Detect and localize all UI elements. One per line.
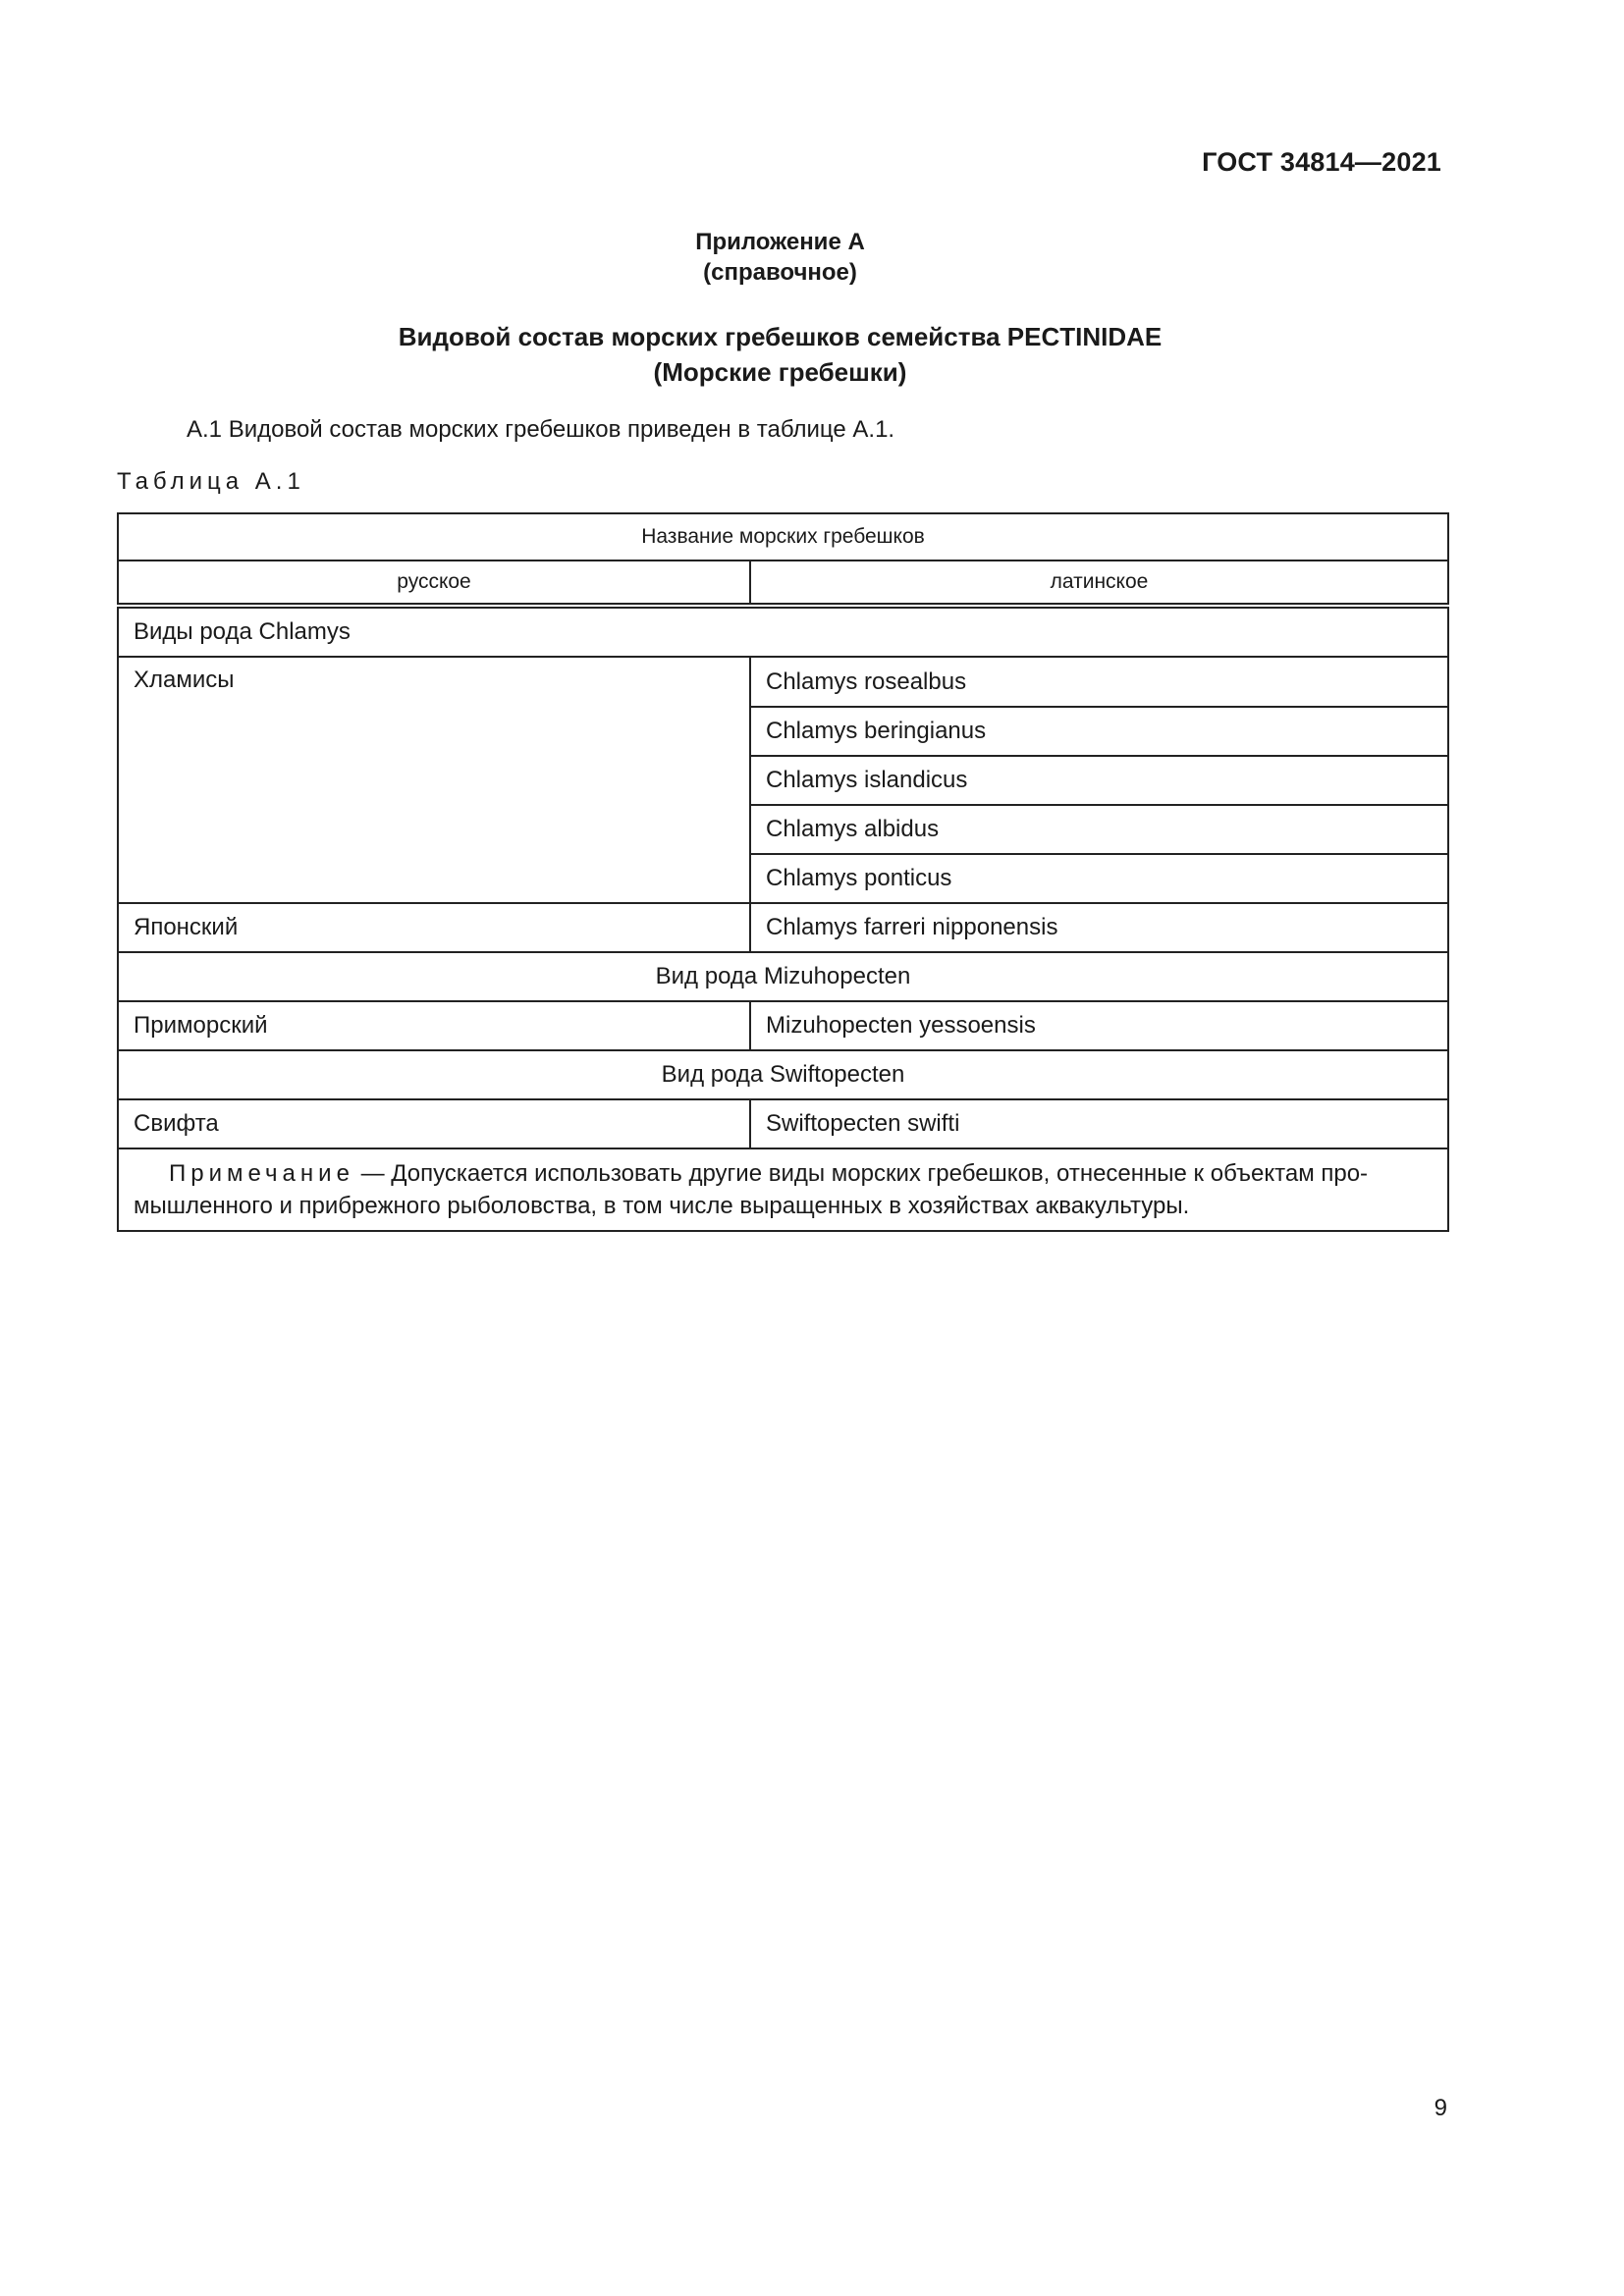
species-table — [117, 512, 1449, 1232]
cell-latin: Chlamys rosealbus — [750, 657, 1448, 707]
table-row — [118, 1001, 1448, 1050]
note-line-1 — [134, 1157, 1433, 1190]
table-header-row — [118, 513, 1448, 561]
cell-japanese-ru: Японский — [118, 903, 750, 952]
table-caption: Таблица А.1 — [117, 468, 305, 495]
column-russian: русское — [118, 561, 750, 606]
note-text-2: мышленного и прибрежного рыболовства, в том числе выращенных в хозяйствах аквакультуры. — [134, 1193, 1190, 1219]
note-text-1: — Допускается использовать другие виды морских гребешков, отнесенные к объектам про- — [353, 1160, 1369, 1187]
cell-latin: Chlamys ponticus — [750, 854, 1448, 903]
cell-japanese-lat: Chlamys farreri nipponensis — [750, 903, 1448, 952]
table-note-row — [118, 1148, 1448, 1231]
table-row — [118, 952, 1448, 1001]
page-number: 9 — [1434, 2095, 1447, 2121]
group-swiftopecten: Вид рода Swiftopecten — [118, 1050, 1448, 1099]
annex-title: Приложение А — [695, 229, 865, 255]
table-row — [118, 657, 1448, 707]
table-row — [118, 606, 1448, 657]
note-label: Примечание — [169, 1160, 354, 1187]
cell-swift-lat: Swiftopecten swifti — [750, 1099, 1448, 1148]
cell-latin: Chlamys beringianus — [750, 707, 1448, 756]
title-line-2: (Морские гребешки) — [653, 357, 907, 387]
title-line-1: Видовой состав морских гребешков семейства PECTINIDAE — [398, 322, 1163, 351]
document-title — [0, 319, 1560, 390]
standard-number: ГОСТ 34814—2021 — [1202, 147, 1441, 177]
table-subheader-row — [118, 561, 1448, 606]
annex-heading — [0, 227, 1560, 288]
cell-primorsky-lat: Mizuhopecten yessoensis — [750, 1001, 1448, 1050]
table-header: Название морских гребешков — [118, 513, 1448, 561]
intro-paragraph: А.1 Видовой состав морских гребешков приведен в таблице А.1. — [187, 416, 895, 443]
column-latin: латинское — [750, 561, 1448, 606]
group-mizuhopecten: Вид рода Mizuhopecten — [118, 952, 1448, 1001]
cell-primorsky-ru: Приморский — [118, 1001, 750, 1050]
cell-latin: Chlamys islandicus — [750, 756, 1448, 805]
annex-type: (справочное) — [703, 259, 857, 286]
group-chlamys: Виды рода Chlamys — [118, 606, 1448, 657]
table-row — [118, 1099, 1448, 1148]
cell-swift-ru: Свифта — [118, 1099, 750, 1148]
cell-chlamys-ru: Хламисы — [118, 657, 750, 903]
table-row — [118, 1050, 1448, 1099]
cell-latin: Chlamys albidus — [750, 805, 1448, 854]
table-note — [118, 1148, 1448, 1231]
table-row — [118, 903, 1448, 952]
